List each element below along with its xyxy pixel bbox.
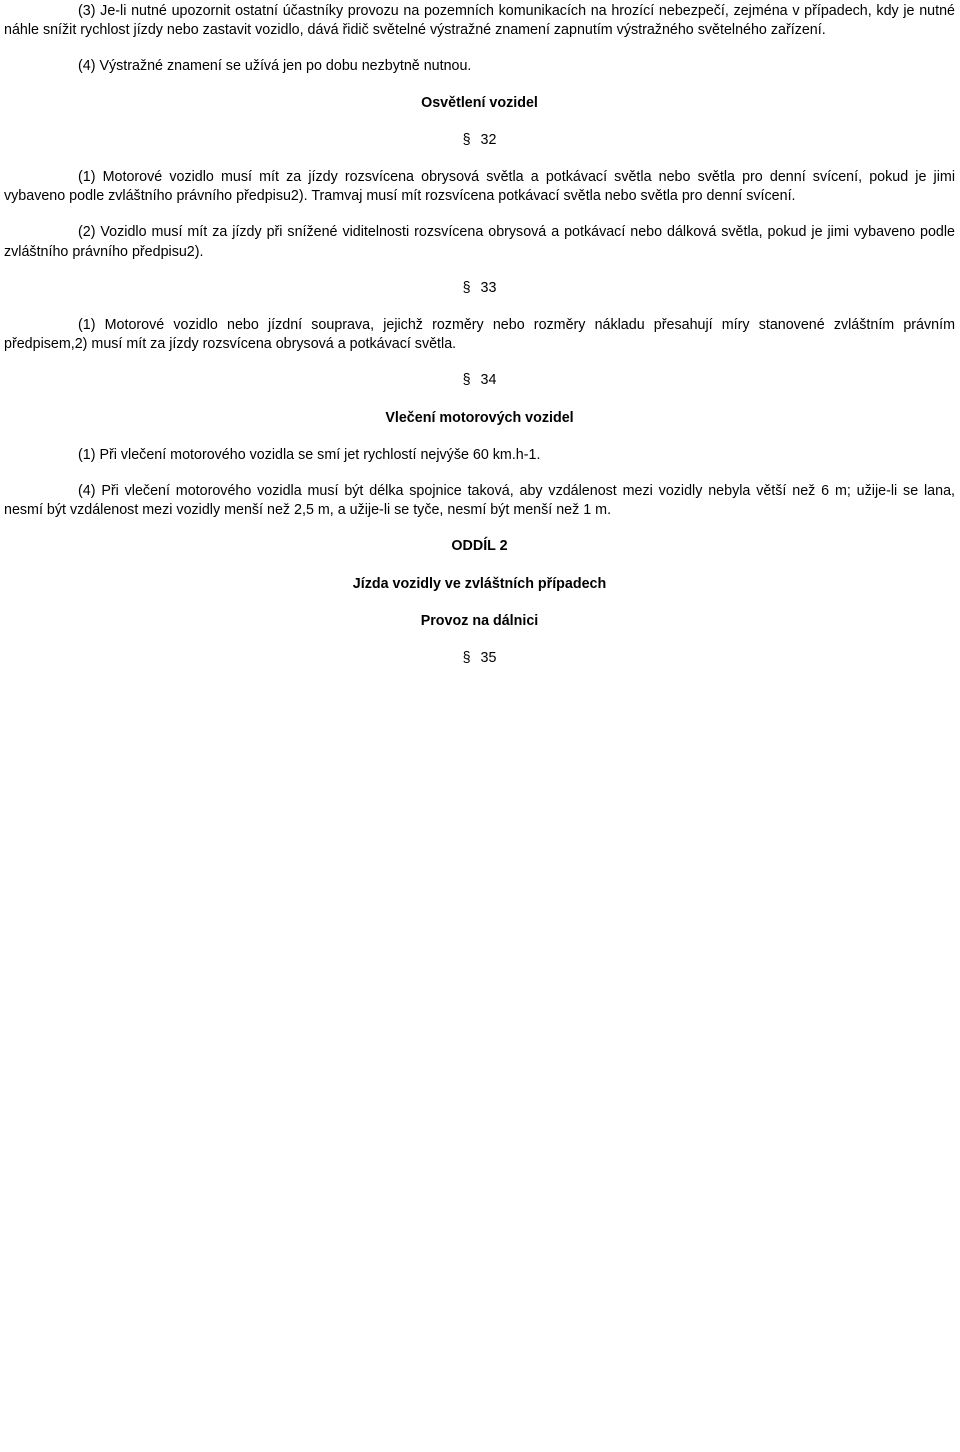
section-num: 33: [480, 279, 497, 296]
section-number: [4, 131, 955, 150]
section-number: [4, 649, 955, 668]
paragraph: (1) Motorové vozidlo musí mít za jízdy rozsvícena obrysová světla a potkávací světla nebo světla pro denní svícení, pokud je jimi vybaveno podle zvláštního právního předpisu2). Tramvaj musí mít rozsvícena potkávací světla nebo světla pro denní svícení.: [4, 169, 955, 205]
paragraph: (3) Je-li nutné upozornit ostatní účastníky provozu na pozemních komunikacích na hrozící nebezpečí, zejména v případech, kdy je nutné náhle snížit rychlost jízdy nebo zastavit vozidlo, dává řidič světelné výstražné znamení zapnutím výstražného světelného zařízení.: [4, 3, 955, 39]
paragraph: (4) Při vlečení motorového vozidla musí být délka spojnice taková, aby vzdálenost mezi vozidly nebyla větší než 6 m; užije-li se lana, nesmí být vzdálenost mezi vozidly menší než 2,5 m, a užije-li se tyče, nesmí být menší než 1 m.: [4, 483, 955, 519]
section-glyph: §: [462, 279, 471, 296]
section-glyph: §: [462, 650, 471, 667]
section-num: 34: [480, 372, 497, 389]
division-title: Jízda vozidly ve zvláštních případech: [352, 575, 607, 592]
section-num: 32: [480, 131, 497, 148]
paragraph: (2) Vozidlo musí mít za jízdy při snížené viditelnosti rozsvícena obrysová a potkávací nebo dálková světla, pokud je jimi vybaveno podle zvláštního právního předpisu2).: [4, 224, 955, 260]
section-number: [4, 279, 955, 298]
division-heading: ODDÍL 2: [451, 538, 508, 555]
paragraph: (1) Při vlečení motorového vozidla se smí jet rychlostí nejvýše 60 km.h-1.: [78, 446, 541, 463]
section-glyph: §: [462, 372, 471, 389]
document-page: [0, 0, 960, 668]
paragraph: (1) Motorové vozidlo nebo jízdní souprava, jejichž rozměry nebo rozměry nákladu přesahují míry stanovené zvláštním právním předpisem,2) musí mít za jízdy rozsvícena obrysová a potkávací světla.: [4, 317, 955, 353]
section-number: [4, 371, 955, 390]
subsection-heading: Provoz na dálnici: [420, 612, 539, 629]
section-heading: Vlečení motorových vozidel: [385, 409, 574, 426]
paragraph: (4) Výstražné znamení se užívá jen po dobu nezbytně nutnou.: [78, 58, 472, 75]
section-num: 35: [480, 650, 497, 667]
section-heading: Osvětlení vozidel: [421, 94, 538, 111]
section-glyph: §: [462, 131, 471, 148]
